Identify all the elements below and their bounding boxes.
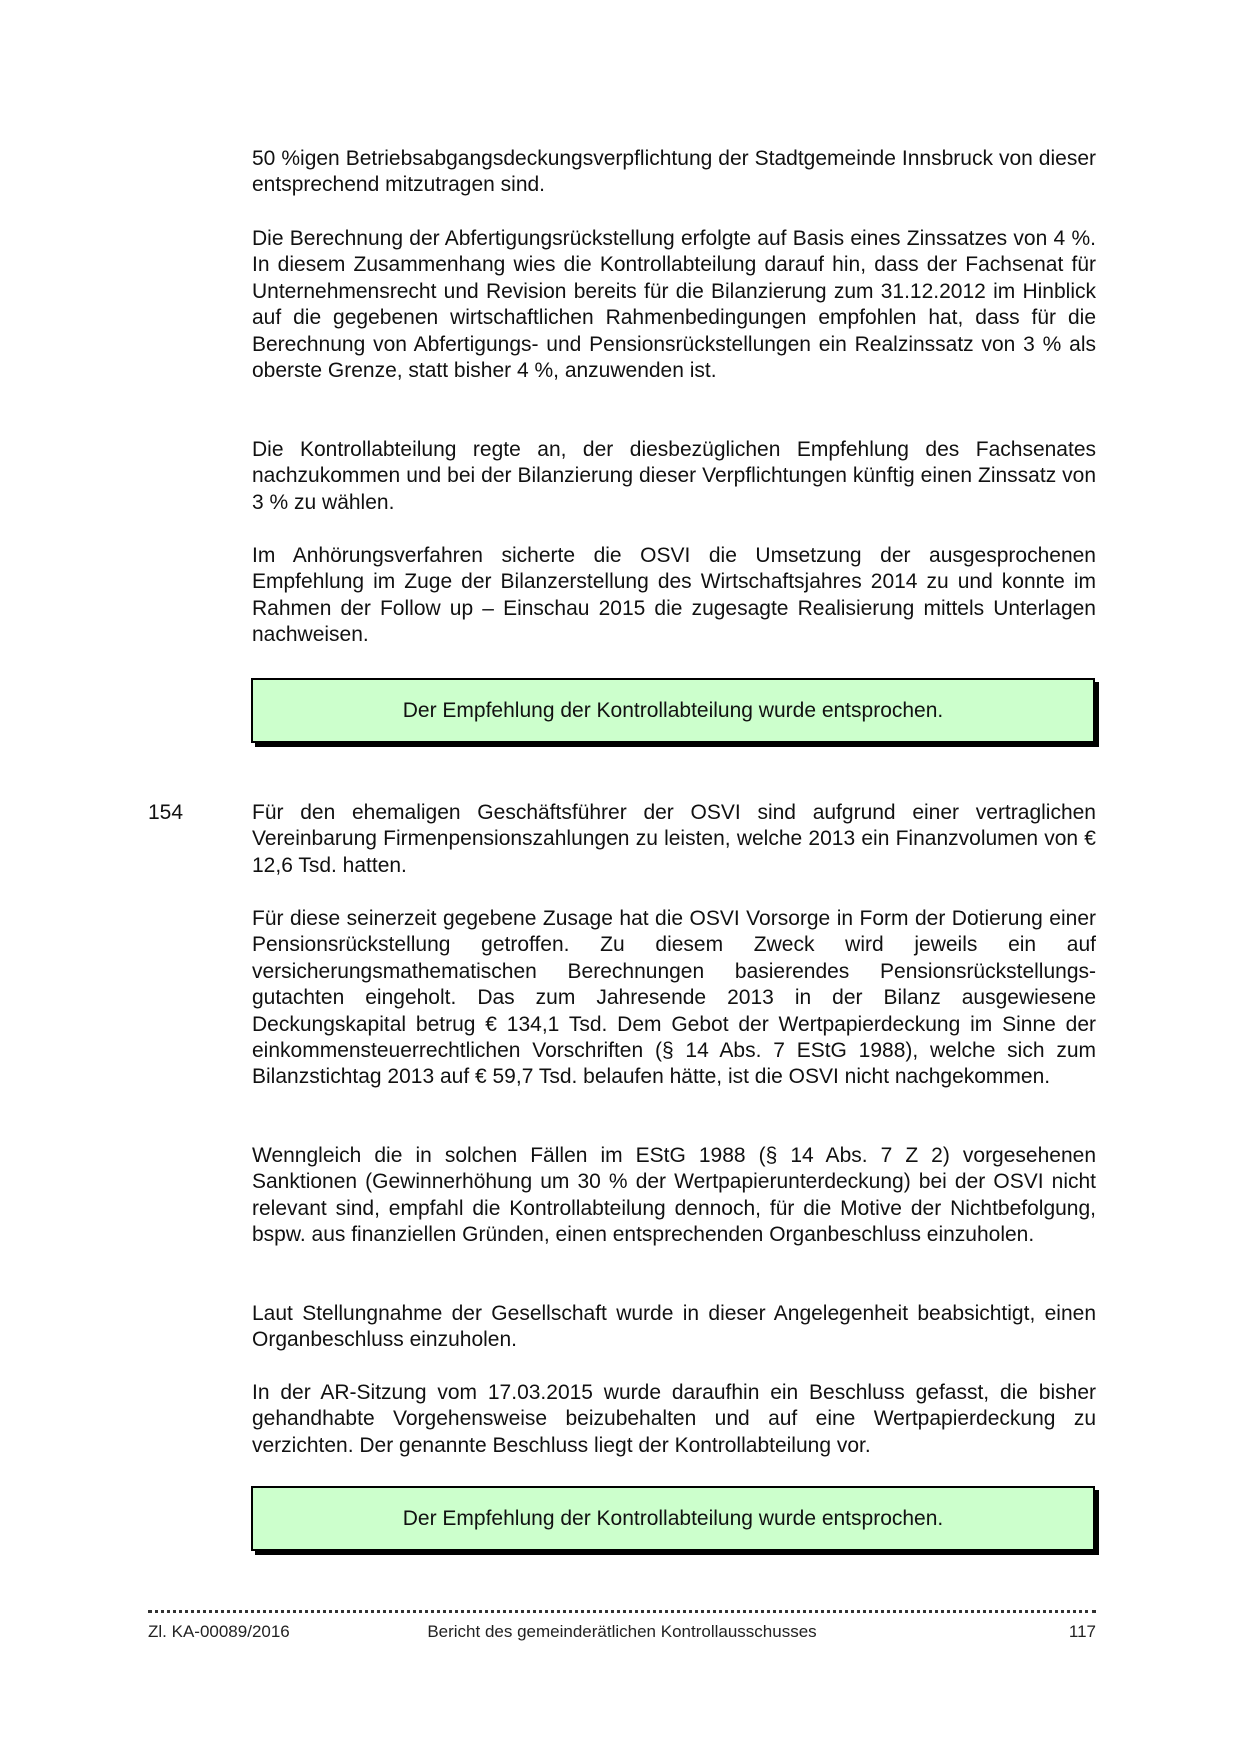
paragraph-8: Laut Stellungnahme der Gesellschaft wurde in dieser Angelegenheit beabsichtigt, einen Organbeschluss einzuholen. xyxy=(252,1302,1096,1352)
paragraph-1: 50 %igen Betriebsabgangsdeckungsverpflichtung der Stadtgemeinde Innsbruck von dieser entsprechend mitzutragen sind. xyxy=(252,147,1096,197)
page-number: 117 xyxy=(1068,1622,1096,1641)
footer-divider xyxy=(148,1610,1096,1613)
paragraph-5: Für den ehemaligen Geschäftsführer der OSVI sind aufgrund einer vertraglichen Vereinbarung Firmenpensionszahlungen zu leisten, welche 2013 ein Finanzvolumen von € 12,6 Tsd. hatten. xyxy=(252,801,1096,877)
result-box-1-text: Der Empfehlung der Kontrollabteilung wurde entsprochen. xyxy=(402,698,944,722)
section-number: 154 xyxy=(148,801,184,824)
paragraph-6: Für diese seinerzeit gegebene Zusage hat die OSVI Vorsorge in Form der Dotierung einer Pensionsrückstellung getroffen. Zu diesem Zweck wird jeweils ein auf versicherungsmathematischen Berechnungen basierendes Pensionsrückstellungsgutachten eingeholt. Das zum Jahresende 2013 in der Bilanz ausgewiesene Deckungskapital betrug € 134,1 Tsd. Dem Gebot der Wertpapierdeckung im Sinne der einkommensteuerrechtlichen Vorschriften (§ 14 Abs. 7 EStG 1988), welche sich zum Bilanzstichtag 2013 auf € 59,7 Tsd. belaufen hätte, ist die OSVI nicht nachgekommen. xyxy=(252,907,1096,1089)
paragraph-2: Die Berechnung der Abfertigungsrückstellung erfolgte auf Basis eines Zinssatzes von 4 %. In diesem Zusammenhang wies die Kontrollabteilung darauf hin, dass der Fachsenat für Unternehmensrecht und Revision bereits für die Bilanzierung zum 31.12.2012 im Hinblick auf die gegebenen wirtschaftlichen Rahmenbedingungen empfohlen hat, dass für die Berechnung von Abfertigungs- und Pensionsrückstellungen ein Realzinssatz von 3 % als oberste Grenze, statt bisher 4 %, anzuwenden ist. xyxy=(252,227,1096,383)
paragraph-9: In der AR-Sitzung vom 17.03.2015 wurde daraufhin ein Beschluss gefasst, die bisher gehandhabte Vorgehensweise beizubehalten und auf eine Wertpapierdeckung zu verzichten. Der genannte Beschluss liegt der Kontrollabteilung vor. xyxy=(252,1381,1096,1457)
result-box-1 xyxy=(251,678,1095,743)
footer-reference: Zl. KA-00089/2016 xyxy=(148,1622,290,1641)
result-box-2 xyxy=(251,1486,1095,1551)
result-box-2-text: Der Empfehlung der Kontrollabteilung wurde entsprochen. xyxy=(402,1506,944,1530)
footer-title: Bericht des gemeinderätlichen Kontrollausschusses xyxy=(427,1622,817,1641)
paragraph-7: Wenngleich die in solchen Fällen im EStG 1988 (§ 14 Abs. 7 Z 2) vorgesehenen Sanktionen (Gewinnerhöhung um 30 % der Wertpapierunterdeckung) bei der OSVI nicht relevant sind, empfahl die Kontrollabteilung dennoch, für die Motive der Nichtbefolgung, bspw. aus finanziellen Gründen, einen entsprechenden Organbeschluss einzuholen. xyxy=(252,1144,1096,1247)
paragraph-3: Die Kontrollabteilung regte an, der diesbezüglichen Empfehlung des Fachsenates nachzukommen und bei der Bilanzierung dieser Verpflichtungen künftig einen Zinssatz von 3 % zu wählen. xyxy=(252,438,1096,514)
paragraph-4: Im Anhörungsverfahren sicherte die OSVI die Umsetzung der ausgesprochenen Empfehlung im Zuge der Bilanzerstellung des Wirtschaftsjahres 2014 zu und konnte im Rahmen der Follow up – Einschau 2015 die zugesagte Realisierung mittels Unterlagen nachweisen. xyxy=(252,544,1096,647)
